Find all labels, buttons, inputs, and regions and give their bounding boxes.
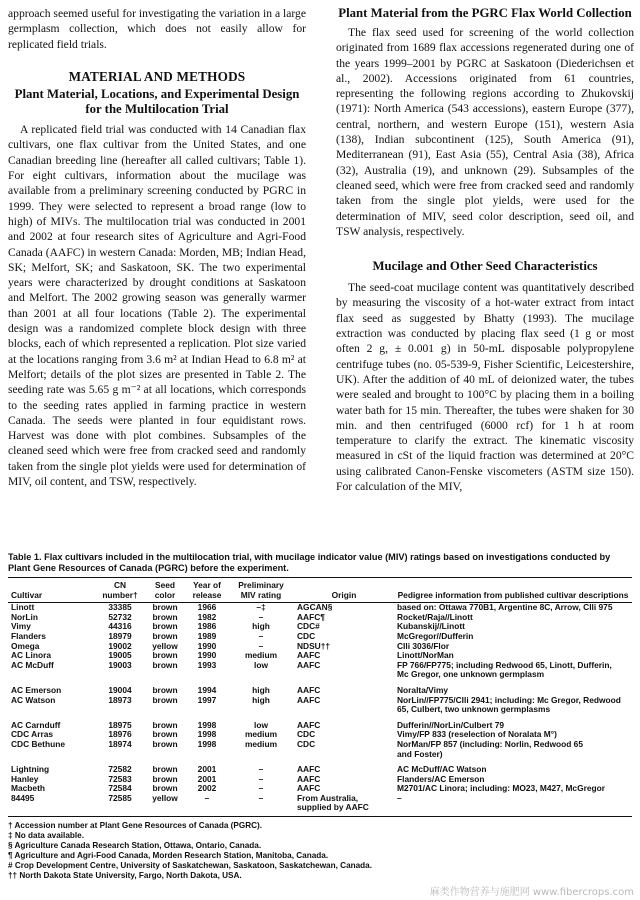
cell-origin: NDSU†† xyxy=(297,640,331,651)
cell-cultivar: CDC Bethune xyxy=(11,738,65,749)
cell-pedigree: – xyxy=(394,794,632,817)
cell-pedigree: Kubanskij//Linott xyxy=(397,621,465,632)
methods-paragraph: A replicated field trial was conducted with 14 Canadian flax cultivars, one flax cultivar from the United States, and one Canadian breeding line (hereafter all called cultivars; Table 1). For eight cultivars, information about the mucilage was available from a preliminary screening conducted by PGRC in 1999. They were selected to represent a broad range (low to high) of MIVs. The multilocation trial was conducted in 2001 and 2002 at four research sites of Agriculture and Agri-Food Canada (AAFC) in western Canada: Morden, MB; Indian Head, SK; Melfort, SK; and Saskatoon, SK. The two experimental years were characterized by drought conditions at Saskatoon and Melfort. The 2002 growing season was generally warmer than 2001 at all four locations (Table 2). The experimental design was a randomized complete block design with three blocks, each of which represented a replication. Plot size varied at the locations ranging from 3.6 m² at Indian Head to 6.8 m² at Melfort; details of the plot sizes are presented in Table 2. The seeding rate was 5.65 g m⁻² at all locations, which corresponds to the seeding rates applied in farming practice in western Canada. The seeds were planted in four equidistant rows. Harvest was done with plot combines. Subsamples of the cleaned seed which were free from cracked seed and randomly taken from the single plot yields were used for determination of MIV, oil content, and TSW, respectively. xyxy=(8,123,306,489)
cell-miv-rating: medium xyxy=(244,729,278,740)
cell-cn-number: 18975 xyxy=(108,719,132,730)
cell-seed-color: brown xyxy=(152,694,178,705)
cell-pedigree: Dufferin//NorLin/Culbert 79 xyxy=(397,719,505,730)
cell-miv-rating: low xyxy=(254,719,268,730)
cell-cultivar: AC Watson xyxy=(11,694,56,705)
table-1 xyxy=(8,552,632,881)
cell-cn-number: 33385 xyxy=(108,602,132,613)
header-seed-color: Seed color xyxy=(144,578,186,603)
cell-year: 1993 xyxy=(197,659,217,670)
cell-cultivar: Flanders xyxy=(11,630,46,641)
cell-cn-number: 72583 xyxy=(108,773,132,784)
cell-cn-number: 72584 xyxy=(108,783,132,794)
cell-miv-rating: low xyxy=(254,659,268,670)
table-row xyxy=(8,696,632,715)
table-row xyxy=(8,661,632,680)
cell-year: 1998 xyxy=(197,719,217,730)
cell-origin: AAFC¶ xyxy=(297,611,325,622)
cell-year: 1982 xyxy=(197,611,217,622)
cell-cultivar: Vimy xyxy=(11,621,31,632)
section-heading: MATERIAL AND METHODS xyxy=(68,68,246,84)
cell-year: 1998 xyxy=(197,738,217,749)
cell-origin: AAFC xyxy=(297,659,321,670)
footnote: # Crop Development Centre, University of Saskatchewan, Saskatoon, Saskatchewan, Canada. xyxy=(8,861,373,871)
cell-pedigree: Linott/NorMan xyxy=(397,650,454,661)
cell-cn-number: 18974 xyxy=(108,738,132,749)
cell-origin: AAFC xyxy=(297,783,321,794)
subheading-plant-material: Plant Material, Locations, and Experimental Design for the Multilocation Trial xyxy=(14,87,300,117)
cell-miv-rating: – xyxy=(258,764,264,775)
cell-origin: CDC xyxy=(297,738,316,749)
cell-pedigree: McGregor//Dufferin xyxy=(397,630,474,641)
header-miv-rating: Preliminary MIV rating xyxy=(228,578,294,603)
cell-year: 1989 xyxy=(197,630,217,641)
cell-origin: AAFC xyxy=(297,694,321,705)
cell-pedigree: based on: Ottawa 770B1, Argentine 8C, Arrow, CIli 975 xyxy=(397,602,613,613)
table-row xyxy=(8,759,632,775)
cell-cultivar: Macbeth xyxy=(11,783,45,794)
cell-miv-rating: medium xyxy=(244,738,278,749)
cell-miv-rating: high xyxy=(252,694,270,705)
cell-year: 2001 xyxy=(197,773,217,784)
cell-cultivar: 84495 xyxy=(8,794,96,817)
cell-origin: AAFC xyxy=(297,684,321,695)
cell-cultivar: CDC Arras xyxy=(11,729,54,740)
mucilage-paragraph: The seed-coat mucilage content was quantitatively described by measuring the viscosity of a hot-water extract from intact flax seed as suggested by Bhatty (1993). The mucilage extraction was conducted by placing flax seed (1 g or most often 2 g, ± 0.001 g) in 50-mL disposable polypropylene centrifuge tubes (no. 05-539-9, Fisher Scientific, Leicestershire, UK). After the addition of 40 mL of deionized water, the tubes were sealed and brought to 100°C by placing them in a boiling water bath for 15 min. Thereafter, the tubes were shaken for 30 min. and then centrifuged (6000 rcf) for 1 h at room temperature to clarify the extract. The kinematic viscosity measured in cSt of the liquid fraction was determined at 20°C using calibrated Canon-Fenske viscometers (ASTM size 150). For calculation of the MIV, xyxy=(336,281,634,494)
footnote: † Accession number at Plant Gene Resources of Canada (PGRC). xyxy=(8,821,263,831)
right-column xyxy=(336,6,634,494)
cell-year: 1998 xyxy=(197,729,217,740)
left-column xyxy=(8,6,306,489)
cell-miv-rating: – xyxy=(258,630,264,641)
cell-pedigree: Vimy/FP 833 (reselection of Noralata M°) xyxy=(397,729,557,740)
cell-origin: AAFC xyxy=(297,719,321,730)
cell-seed-color: brown xyxy=(152,650,178,661)
cell-origin: AAFC xyxy=(297,773,321,784)
cell-cn-number: 19005 xyxy=(108,650,132,661)
cell-year: – xyxy=(186,794,228,817)
cell-origin: AAFC xyxy=(297,650,321,661)
cell-seed-color: brown xyxy=(152,729,178,740)
cell-seed-color: brown xyxy=(152,602,178,613)
subheading-pgrc-collection: Plant Material from the PGRC Flax World Collection xyxy=(338,6,632,20)
cell-pedigree: NorMan/FP 857 (including: Norlin, Redwood 65 and Foster) xyxy=(397,738,583,759)
cultivar-table xyxy=(8,577,632,817)
cell-cn-number: 72585 xyxy=(96,794,144,817)
header-origin: Origin xyxy=(294,578,394,603)
cell-year: 2002 xyxy=(197,783,217,794)
cell-seed-color: brown xyxy=(152,783,178,794)
table-caption: Table 1. Flax cultivars included in the multilocation trial, with mucilage indicator value (MIV) ratings based on investigations conducted by Plant Gene Resources of Canada (PGRC) before the experiment. xyxy=(8,552,611,573)
cell-origin: AAFC xyxy=(297,764,321,775)
cell-cultivar: Omega xyxy=(11,640,40,651)
footnote: ¶ Agriculture and Agri-Food Canada, Morden Research Station, Manitoba, Canada. xyxy=(8,851,329,861)
cell-origin: CDC xyxy=(297,729,316,740)
cell-seed-color: brown xyxy=(152,738,178,749)
table-row xyxy=(8,680,632,696)
cell-cultivar: AC Carnduff xyxy=(11,719,61,730)
cell-cultivar: AC Linora xyxy=(11,650,52,661)
cell-cultivar: AC Emerson xyxy=(11,684,62,695)
cell-miv-rating: high xyxy=(252,684,270,695)
cell-cultivar: AC McDuff xyxy=(11,659,54,670)
cell-cn-number: 19003 xyxy=(108,659,132,670)
intro-tail-paragraph: approach seemed useful for investigating the variation in a large germplasm collection, which does not easily allow for replicated field trials. xyxy=(8,7,306,51)
cell-pedigree: FP 766/FP775; including Redwood 65, Linott, Dufferin, Mc Gregor, one unknown germplasm xyxy=(397,659,612,680)
cell-miv-rating: – xyxy=(258,611,264,622)
header-cultivar: Cultivar xyxy=(8,578,96,603)
footnote: †† North Dakota State University, Fargo, North Dakota, USA. xyxy=(8,871,242,881)
cell-pedigree: NorLin//FP775/CIli 2941; including: Mc Gregor, Redwood 65, Culbert, two unknown germplasms xyxy=(397,694,621,715)
cell-cn-number: 18979 xyxy=(108,630,132,641)
cell-origin: AGCAN§ xyxy=(297,602,333,613)
pgrc-paragraph: The flax seed used for screening of the world collection originated from 1689 flax accessions regenerated during one of the years 1999–2001 by PGRC at Saskatoon (Diederichsen et al., 2002). Accessions originated from 61 countries, representing the following regions according to Zhukovskij (1971): North America (543 accessions), eastern Europe (377), central, northern, and western Europe (151), western Asia (138), Indian subcontinent (125), South America (91), Mediterranean (91), East Asia (55), Central Asia (38), Africa (32), Australia (19), and unknown (29). Subsamples of the cleaned seed, which were free from cracked seed and randomly taken from the single plot yields, were used for the determination of MIV, seed color description, seed oil, and TSW analysis, respectively. xyxy=(336,26,634,238)
cell-pedigree: M2701/AC Linora; including: MO23, M427, McGregor xyxy=(397,783,606,794)
cell-cn-number: 52732 xyxy=(108,611,132,622)
cell-year: 1990 xyxy=(197,650,217,661)
table-footnotes xyxy=(8,821,632,881)
table-body xyxy=(8,603,632,817)
footnote: § Agriculture Canada Research Station, Ottawa, Ontario, Canada. xyxy=(8,841,262,851)
cell-cn-number: 72582 xyxy=(108,764,132,775)
cell-cn-number: 18973 xyxy=(108,694,132,705)
cell-cn-number: 19004 xyxy=(108,684,132,695)
cell-seed-color: brown xyxy=(152,764,178,775)
cell-year: 1997 xyxy=(197,694,217,705)
cell-seed-color: brown xyxy=(152,684,178,695)
cell-pedigree: Rocket/Raja//Linott xyxy=(397,611,473,622)
cell-seed-color: brown xyxy=(152,659,178,670)
site-watermark: 麻类作物营养与施肥网 www.fibercrops.com xyxy=(429,887,634,898)
cell-seed-color: brown xyxy=(152,621,178,632)
table-row xyxy=(8,740,632,759)
cell-year: 1966 xyxy=(197,602,217,613)
cell-pedigree: Flanders/AC Emerson xyxy=(397,773,485,784)
cell-seed-color: brown xyxy=(152,773,178,784)
footnote: ‡ No data available. xyxy=(8,831,84,841)
cell-year: 1994 xyxy=(197,684,217,695)
cell-pedigree: Noralta/Vimy xyxy=(397,684,449,695)
cell-miv-rating: medium xyxy=(244,650,278,661)
cell-seed-color: brown xyxy=(152,719,178,730)
table-row xyxy=(8,794,632,817)
table-row xyxy=(8,715,632,731)
cell-cn-number: 19002 xyxy=(108,640,132,651)
cell-year: 2001 xyxy=(197,764,217,775)
table-header-row xyxy=(8,578,632,603)
header-cn-number: CN number† xyxy=(96,578,144,603)
cell-miv-rating: –‡ xyxy=(256,602,266,613)
table-row xyxy=(8,622,632,632)
table-row xyxy=(8,642,632,652)
cell-miv-rating: – xyxy=(258,783,264,794)
cell-miv-rating: – xyxy=(228,794,294,817)
cell-cn-number: 44316 xyxy=(108,621,132,632)
cell-year: 1986 xyxy=(197,621,217,632)
cell-miv-rating: high xyxy=(252,621,270,632)
cell-year: 1990 xyxy=(197,640,217,651)
cell-cn-number: 18976 xyxy=(108,729,132,740)
cell-origin: From Australia, supplied by AAFC xyxy=(294,794,394,817)
subheading-mucilage: Mucilage and Other Seed Characteristics xyxy=(372,259,598,274)
table-row xyxy=(8,613,632,623)
cell-miv-rating: – xyxy=(258,773,264,784)
cell-origin: CDC# xyxy=(297,621,320,632)
cell-seed-color: brown xyxy=(152,611,178,622)
cell-seed-color: yellow xyxy=(144,794,186,817)
cell-cultivar: Linott xyxy=(11,602,35,613)
header-pedigree: Pedigree information from published cultivar descriptions xyxy=(394,578,632,603)
cell-cultivar: NorLin xyxy=(11,611,38,622)
cell-cultivar: Hanley xyxy=(11,773,39,784)
cell-miv-rating: – xyxy=(258,640,264,651)
cell-cultivar: Lightning xyxy=(11,764,50,775)
cell-pedigree: CIli 3036/Flor xyxy=(397,640,450,651)
cell-origin: CDC xyxy=(297,630,316,641)
cell-pedigree: AC McDuff/AC Watson xyxy=(397,764,487,775)
header-year-of-release: Year of release xyxy=(186,578,228,603)
cell-seed-color: yellow xyxy=(152,640,178,651)
cell-seed-color: brown xyxy=(152,630,178,641)
